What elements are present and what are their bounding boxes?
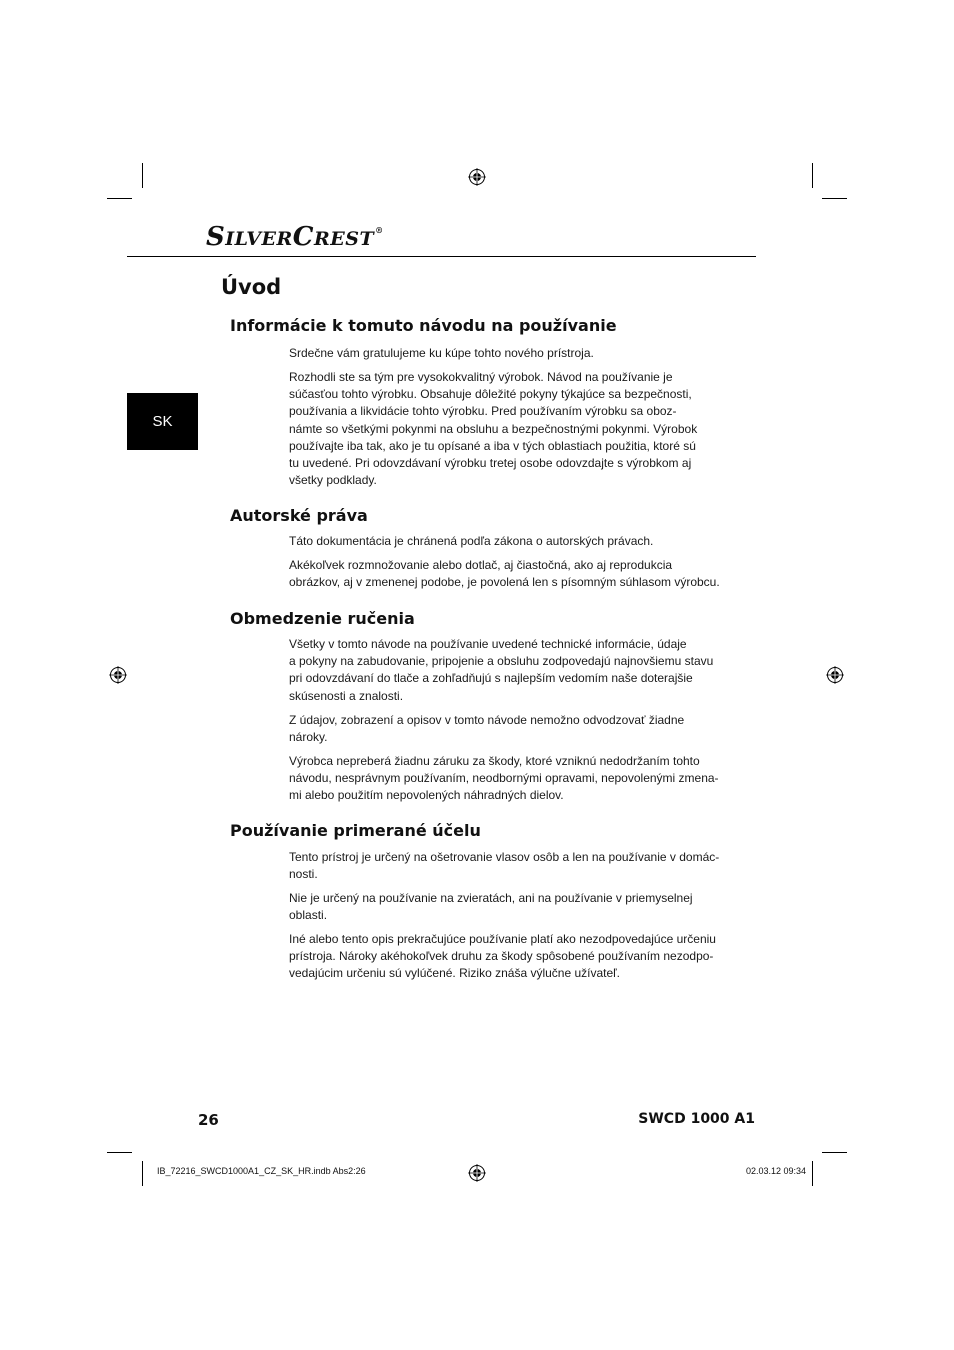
- text-line: námte so všetkými pokynmi na obsluhu a bezpečnostnými pokynmi. Výrobok: [289, 421, 698, 436]
- section-heading: Informácie k tomuto návodu na používanie: [230, 316, 617, 335]
- model-number: SWCD 1000 A1: [638, 1111, 755, 1127]
- paragraph: [289, 712, 737, 746]
- crop-mark: [142, 163, 143, 188]
- text-line: skúsenosti a znalosti.: [289, 688, 404, 703]
- registration-mark-icon: [109, 666, 127, 684]
- text-line: pri odovzdávaní do tlače a zohľadňujú s najlepším vedomím naše doterajšie: [289, 671, 693, 686]
- text-line: vedajúcim určeniu sú vylúčené. Riziko znáša výlučne užívateľ.: [289, 966, 620, 981]
- text-line: nároky.: [289, 730, 328, 745]
- text-line: Iné alebo tento opis prekračujúce používanie platí ako nezodpovedajúce určeniu: [289, 932, 716, 946]
- text-line: Táto dokumentácia je chránená podľa zákona o autorských právach.: [289, 534, 654, 548]
- text-line: mi alebo použitím nepovolených náhradných dielov.: [289, 788, 564, 803]
- text-line: Z údajov, zobrazení a opisov v tomto návode nemožno odvodzovať žiadne: [289, 713, 685, 727]
- paragraph: [289, 557, 737, 591]
- text-line: oblasti.: [289, 908, 328, 923]
- crop-mark: [107, 1152, 132, 1153]
- crop-mark: [107, 198, 132, 199]
- header-rule: [127, 256, 756, 257]
- crop-mark: [822, 198, 847, 199]
- crop-mark: [812, 163, 813, 188]
- registration-mark-icon: [826, 666, 844, 684]
- paragraph: [289, 849, 737, 883]
- paragraph: [289, 636, 737, 705]
- text-line: obrázkov, aj v zmenenej podobe, je povolená len s písomným súhlasom výrobcu.: [289, 575, 720, 590]
- logo-registered: ®: [375, 225, 384, 235]
- text-line: Všetky v tomto návode na používanie uvedené technické informácie, údaje: [289, 637, 687, 651]
- print-slug-file: IB_72216_SWCD1000A1_CZ_SK_HR.indb Abs2:26: [157, 1166, 366, 1176]
- text-line: nosti.: [289, 867, 318, 882]
- paragraph: [289, 931, 737, 983]
- paragraph: [289, 345, 737, 362]
- paragraph: [289, 890, 737, 924]
- text-line: Nie je určený na používanie na zvieratách, ani na používanie v priemyselnej: [289, 891, 693, 905]
- registration-mark-icon: [468, 168, 486, 186]
- print-slug-date: 02.03.12 09:34: [745, 1166, 806, 1176]
- crop-mark: [142, 1161, 143, 1186]
- text-line: používania a likvidácie tohto výrobku. Pred používaním výrobku sa oboz-: [289, 404, 677, 419]
- text-line: tu uvedené. Pri odovzdávaní výrobku tretej osobe odovzdajte s výrobkom aj: [289, 456, 692, 471]
- paragraph: [289, 533, 737, 550]
- text-line: používajte iba tak, ako je tu opísané a iba v tých oblastiach použitia, ktoré sú: [289, 438, 696, 453]
- logo-c: C: [292, 222, 314, 252]
- text-line: Výrobca nepreberá žiadnu záruku za škody, ktoré vzniknú nedodržaním tohto: [289, 754, 700, 768]
- logo-s: S: [206, 222, 226, 252]
- brand-logo: [206, 222, 384, 252]
- section-heading: Používanie primerané účelu: [230, 821, 481, 840]
- language-tab: [127, 393, 198, 450]
- section-heading: Obmedzenie ručenia: [230, 609, 415, 628]
- text-line: Srdečne vám gratulujeme ku kúpe tohto nového prístroja.: [289, 346, 594, 360]
- text-line: Akékoľvek rozmnožovanie alebo dotlač, aj čiastočná, ako aj reprodukcia: [289, 558, 673, 572]
- text-line: prístroja. Nároky akéhokoľvek druhu za škody spôsobené používaním nezodpo-: [289, 949, 714, 964]
- page-number: 26: [198, 1111, 219, 1129]
- registration-mark-icon: [468, 1164, 486, 1182]
- text-line: a pokyny na zabudovanie, pripojenie a obsluhu zodpovedajú najnovšiemu stavu: [289, 654, 714, 669]
- paragraph: [289, 753, 737, 805]
- text-line: súčasťou tohto výrobku. Obsahuje dôležité pokyny týkajúce sa bezpečnosti,: [289, 387, 692, 402]
- logo-rest: REST: [314, 228, 375, 250]
- logo-ilver: ILVER: [225, 228, 293, 250]
- text-line: návodu, nesprávnym používaním, neodbornými opravami, nepovolenými zmena-: [289, 771, 719, 786]
- language-tab-label: SK: [152, 413, 173, 430]
- text-line: všetky podklady.: [289, 473, 377, 488]
- text-line: Tento prístroj je určený na ošetrovanie vlasov osôb a len na používanie v domác-: [289, 850, 720, 864]
- crop-mark: [822, 1152, 847, 1153]
- paragraph: [289, 369, 737, 489]
- section-heading: Autorské práva: [230, 506, 368, 525]
- page-title: Úvod: [221, 275, 282, 299]
- text-line: Rozhodli ste sa tým pre vysokokvalitný výrobok. Návod na používanie je: [289, 370, 673, 384]
- crop-mark: [812, 1161, 813, 1186]
